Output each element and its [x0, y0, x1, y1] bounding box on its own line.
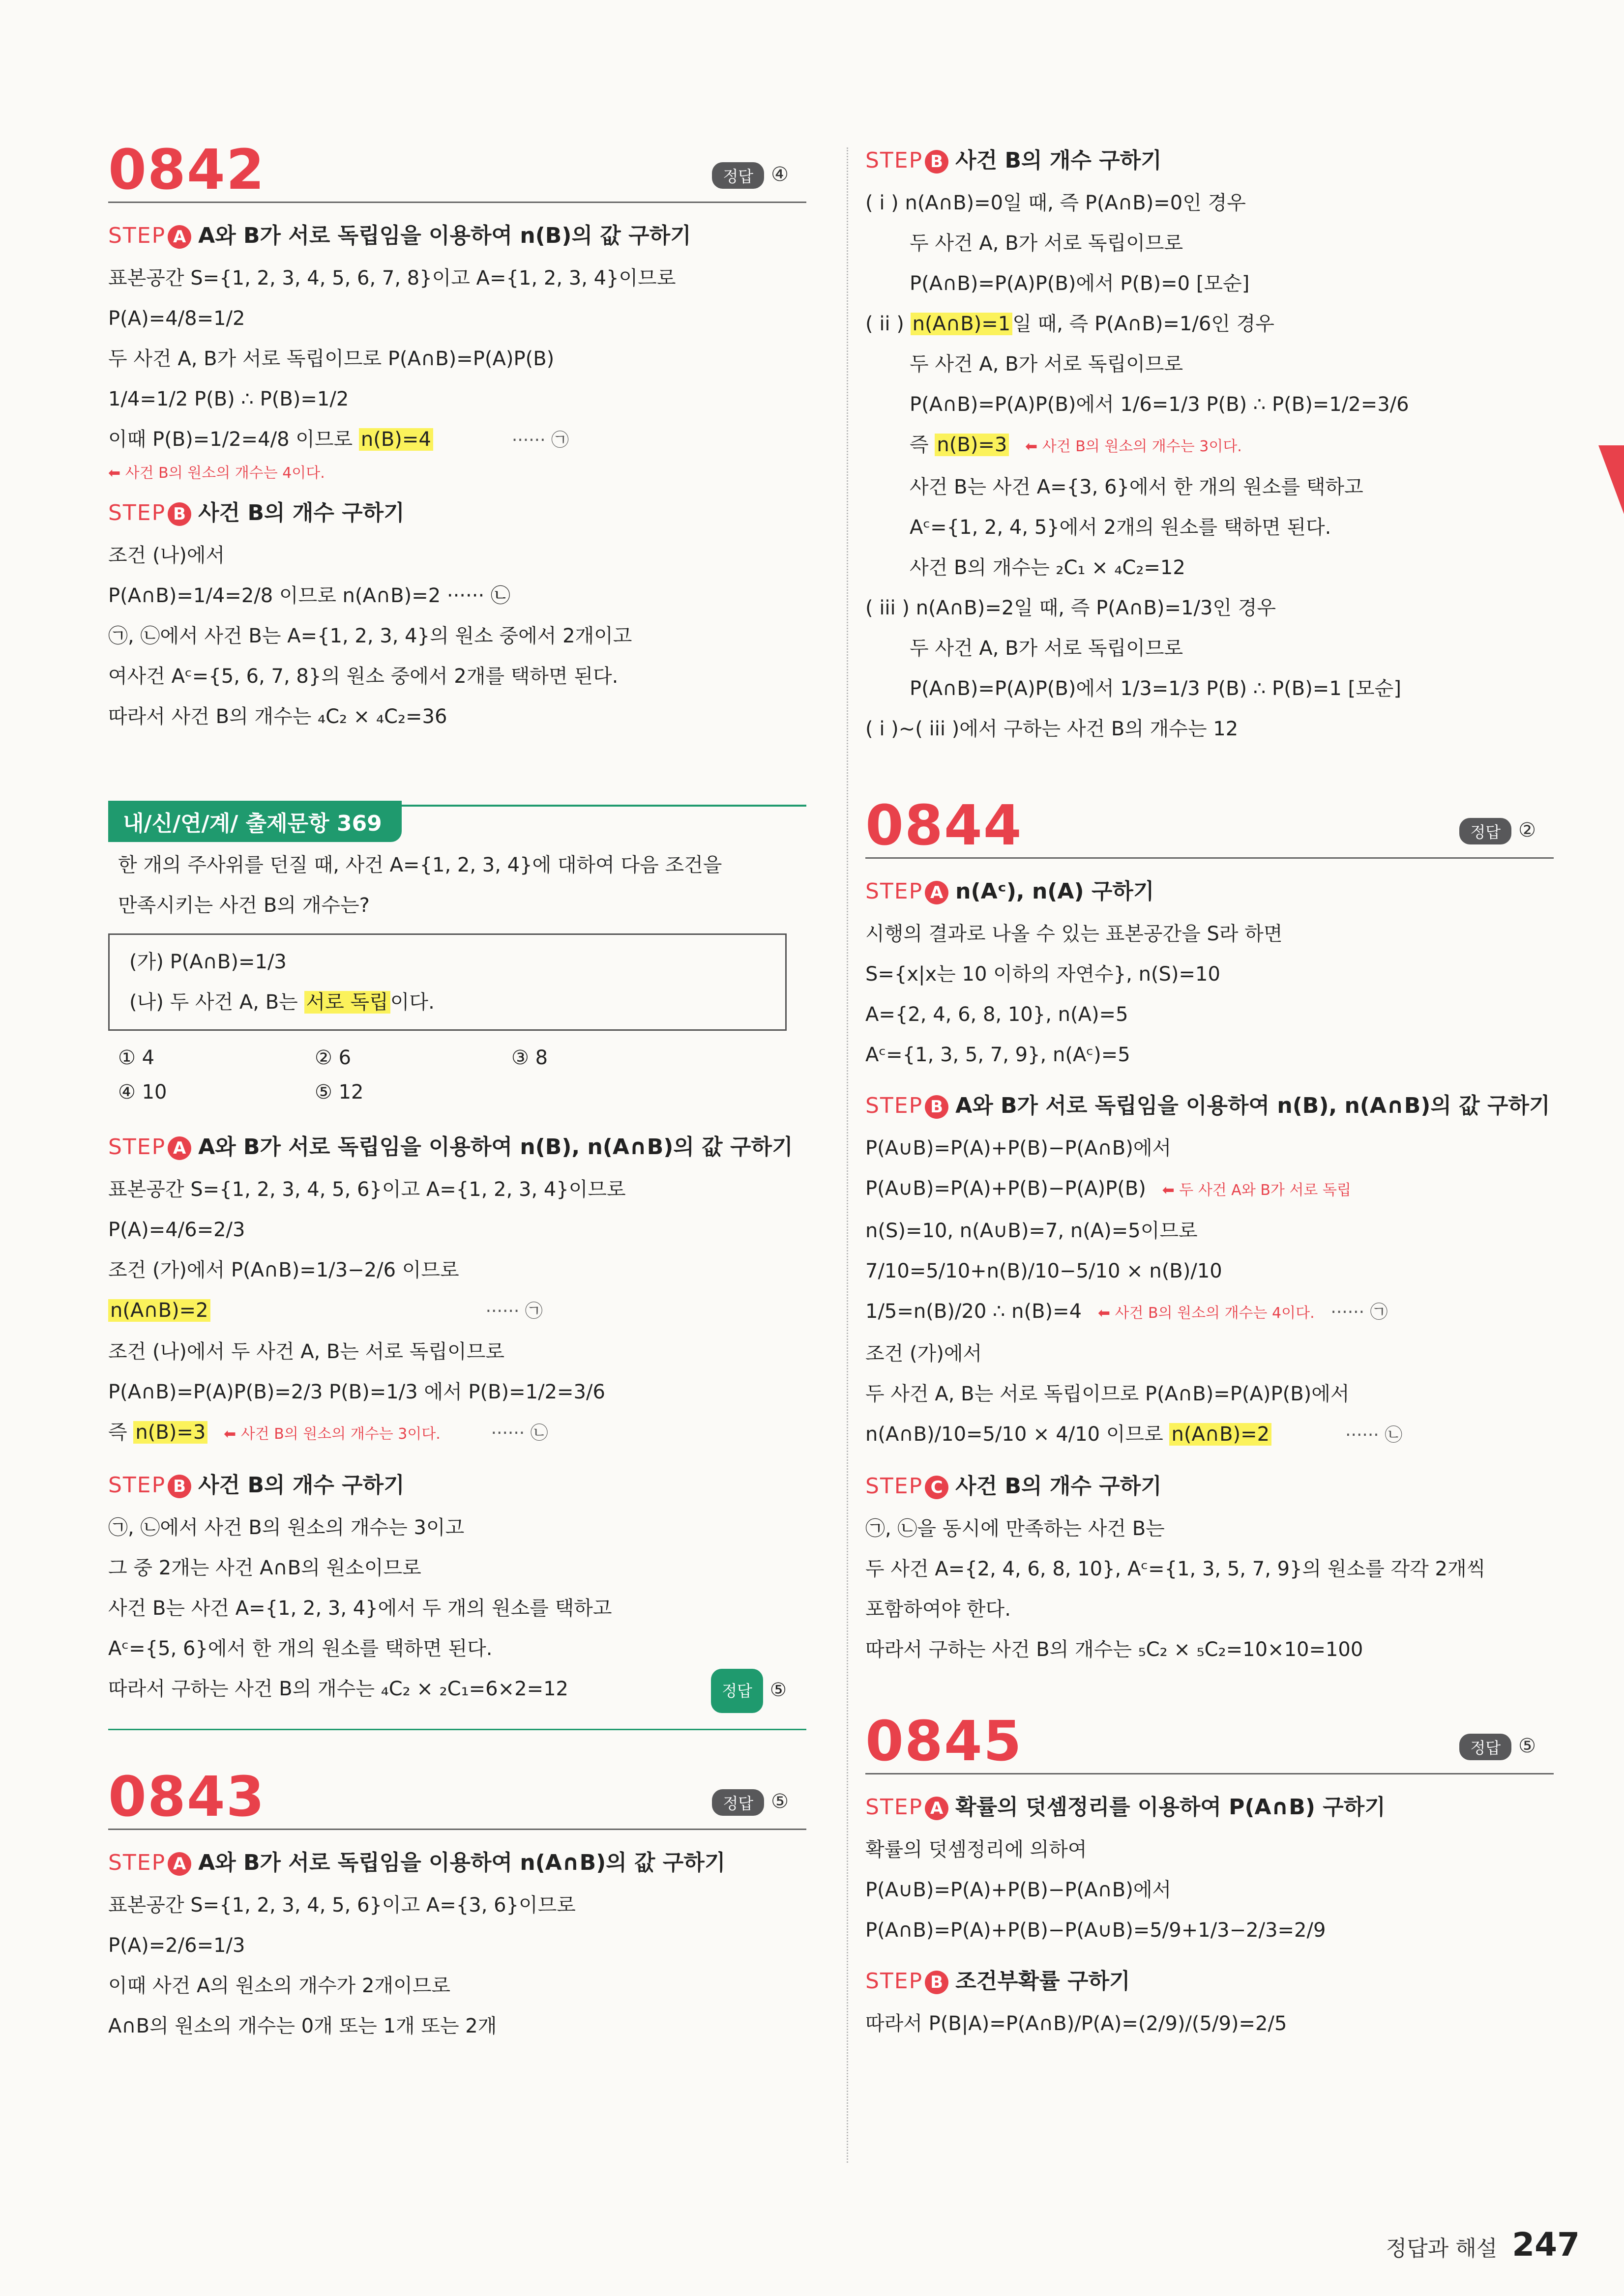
solution-line: P(A)=4/8=1/2 — [108, 307, 245, 330]
column-divider — [847, 147, 848, 2163]
step-b-heading — [865, 1963, 1554, 1995]
answer-value: ④ — [771, 163, 789, 186]
step-a-heading — [865, 1789, 1554, 1821]
step-letter: A — [168, 1852, 191, 1876]
solution-line: P(A∪B)=P(A)+P(B)−P(A∩B)에서 — [865, 1137, 1172, 1160]
answer-label — [712, 1789, 789, 1816]
highlight: n(B)=3 — [935, 434, 1009, 456]
solution-line: 포함하여야 한다. — [865, 1598, 1011, 1621]
case-line: ( i ) n(A∩B)=0일 때, 즉 P(A∩B)=0인 경우 — [865, 192, 1246, 214]
footer-label: 정답과 해설 — [1386, 2236, 1498, 2261]
solution-line: 따라서 구하는 사건 B의 개수는 ₅C₂ × ₅C₂=10×10=100 — [865, 1638, 1363, 1661]
case-line: 사건 B의 개수는 ₂C₁ × ₄C₂=12 — [910, 556, 1185, 579]
tag: ······ ㉠ — [485, 1301, 543, 1321]
problem-0844-header — [865, 784, 1554, 857]
solution-line: 표본공간 S={1, 2, 3, 4, 5, 6, 7, 8}이고 A={1, 2, 3, 4}이므로 — [108, 267, 676, 290]
problem-number: 0844 — [865, 794, 1023, 858]
step-a-heading — [108, 1845, 806, 1876]
solution-line: 7/10=5/10+n(B)/10−5/10 × n(B)/10 — [865, 1260, 1222, 1282]
text: P(A∪B)=P(A)+P(B)−P(A)P(B) — [865, 1177, 1146, 1200]
step-word: STEP — [865, 1969, 923, 1994]
page-edge-tab — [1598, 445, 1624, 514]
solution-line — [865, 1414, 1554, 1455]
tag: ······ ㉠ — [1330, 1302, 1388, 1322]
tag: ······ ㉡ — [491, 1423, 548, 1443]
highlight: n(B)=3 — [133, 1421, 207, 1444]
step-word: STEP — [108, 500, 166, 525]
question-line: 만족시키는 사건 B의 개수는? — [118, 894, 370, 917]
text: 이다. — [390, 991, 435, 1014]
case-line: P(A∩B)=P(A)P(B)에서 1/6=1/3 P(B) ∴ P(B)=1/2=3/6 — [910, 393, 1409, 416]
step-letter: A — [168, 225, 191, 249]
case-line: 두 사건 A, B가 서로 독립이므로 — [910, 353, 1183, 376]
solution-line: P(A∪B)=P(A)+P(B)−P(A∩B)에서 — [865, 1879, 1172, 1901]
answer-choices — [108, 1041, 806, 1109]
solution-line: P(A)=4/6=2/3 — [108, 1219, 245, 1241]
step-letter: B — [925, 150, 948, 174]
solution-line: ㉠, ㉡에서 사건 B의 원소의 개수는 3이고 — [108, 1516, 465, 1539]
section-label: 내/신/연/계/ 출제문항 369 — [108, 801, 402, 842]
problem-number: 0843 — [108, 1765, 266, 1829]
margin-note: ⬅ 사건 B의 원소의 개수는 4이다. — [1097, 1305, 1315, 1322]
left-column — [108, 128, 806, 2046]
choice-2: ② 6 — [315, 1046, 352, 1069]
step-title: n(Aᶜ), n(A) 구하기 — [955, 879, 1154, 904]
tag: ······ ㉡ — [1345, 1425, 1403, 1445]
step-title: 사건 B의 개수 구하기 — [198, 500, 405, 525]
case-line: 두 사건 A, B가 서로 독립이므로 — [910, 637, 1183, 660]
step-b-heading — [865, 143, 1554, 174]
step-word: STEP — [108, 1134, 166, 1160]
solution-line — [865, 1291, 1554, 1334]
condition-na — [129, 982, 766, 1022]
problem-0843-header — [108, 1755, 806, 1829]
solution-line: 따라서 사건 B의 개수는 ₄C₂ × ₄C₂=36 — [108, 705, 447, 728]
tag: ······ ㉠ — [511, 430, 569, 450]
answer-label — [711, 1669, 787, 1713]
solution-line: n(S)=10, n(A∪B)=7, n(A)=5이므로 — [865, 1220, 1198, 1242]
choice-5: ⑤ 12 — [315, 1081, 364, 1104]
step-title: 확률의 덧셈정리를 이용하여 P(A∩B) 구하기 — [955, 1795, 1386, 1820]
step-a-heading — [108, 1129, 806, 1161]
solution-line: 따라서 P(B|A)=P(A∩B)/P(A)=(2/9)/(5/9)=2/5 — [865, 2012, 1287, 2035]
answer-value: ⑤ — [769, 1679, 787, 1701]
text: 1/5=n(B)/20 ∴ n(B)=4 — [865, 1300, 1082, 1323]
solution-line: P(A)=2/6=1/3 — [108, 1934, 245, 1957]
step-a-heading — [865, 873, 1554, 905]
answer-value: ⑤ — [1518, 1735, 1536, 1757]
step-letter: B — [168, 1475, 191, 1498]
text: 따라서 구하는 사건 B의 개수는 ₄C₂ × ₂C₁=6×2=12 — [108, 1678, 568, 1700]
solution-line: 1/4=1/2 P(B) ∴ P(B)=1/2 — [108, 388, 349, 410]
solution-line: P(A∩B)=P(A)+P(B)−P(A∪B)=5/9+1/3−2/3=2/9 — [865, 1919, 1326, 1942]
choice-4: ④ 10 — [118, 1081, 167, 1104]
step-b-heading — [108, 495, 806, 526]
step-title: A와 B가 서로 독립임을 이용하여 n(B), n(A∩B)의 값 구하기 — [198, 1134, 793, 1160]
margin-note: ⬅ 사건 B의 원소의 개수는 3이다. — [224, 1425, 441, 1443]
step-title: 사건 B의 개수 구하기 — [955, 148, 1162, 173]
solution-line — [108, 1412, 806, 1454]
text: 즉 — [108, 1421, 134, 1444]
highlight: 서로 독립 — [304, 991, 390, 1014]
step-letter: A — [168, 1136, 191, 1160]
margin-note: ⬅ 사건 B의 원소의 개수는 3이다. — [1025, 438, 1242, 455]
case-line: 두 사건 A, B가 서로 독립이므로 — [910, 232, 1183, 255]
answer-label — [712, 162, 789, 189]
case-line: 사건 B는 사건 A={3, 6}에서 한 개의 원소를 택하고 — [910, 476, 1363, 498]
step-word: STEP — [108, 1473, 166, 1498]
solution-line: ㉠, ㉡에서 사건 B는 A={1, 2, 3, 4}의 원소 중에서 2개이고 — [108, 625, 632, 647]
step-title: A와 B가 서로 독립임을 이용하여 n(A∩B)의 값 구하기 — [198, 1850, 726, 1875]
step-word: STEP — [865, 1795, 923, 1820]
solution-line: 두 사건 A={2, 4, 6, 8, 10}, Aᶜ={1, 3, 5, 7, 9}의 원소를 각각 2개씩 — [865, 1558, 1486, 1580]
solution-line: A={2, 4, 6, 8, 10}, n(A)=5 — [865, 1003, 1128, 1026]
text: 일 때, 즉 P(A∩B)=1/6인 경우 — [1012, 313, 1274, 335]
step-letter: B — [925, 1095, 948, 1119]
solution-line: Aᶜ={5, 6}에서 한 개의 원소를 택하면 된다. — [108, 1637, 493, 1660]
condition-ga: (가) P(A∩B)=1/3 — [129, 951, 287, 973]
page-footer — [1386, 2226, 1580, 2264]
answer-value: ② — [1518, 819, 1536, 842]
choice-3: ③ 8 — [511, 1046, 548, 1069]
step-title: A와 B가 서로 독립임을 이용하여 n(B), n(A∩B)의 값 구하기 — [955, 1093, 1550, 1118]
solution-line: 두 사건 A, B가 서로 독립이므로 P(A∩B)=P(A)P(B) — [108, 348, 555, 370]
solution-line — [108, 419, 806, 461]
step-a-heading — [108, 218, 806, 249]
step-letter: B — [168, 502, 191, 526]
step-title: A와 B가 서로 독립임을 이용하여 n(B)의 값 구하기 — [198, 223, 691, 248]
solution-line: Aᶜ={1, 3, 5, 7, 9}, n(Aᶜ)=5 — [865, 1044, 1130, 1066]
step-b-heading — [865, 1088, 1554, 1119]
answer-badge: 정답 — [711, 1669, 763, 1713]
text: n(A∩B)/10=5/10 × 4/10 이므로 — [865, 1423, 1170, 1446]
step-word: STEP — [865, 1093, 923, 1118]
step-letter: A — [925, 1797, 948, 1820]
solution-line — [108, 1669, 806, 1709]
question-line: 한 개의 주사위를 던질 때, 사건 A={1, 2, 3, 4}에 대하여 다음 조건을 — [118, 854, 722, 876]
solution-line: P(A∩B)=1/4=2/8 이므로 n(A∩B)=2 ······ ㉡ — [108, 584, 510, 607]
solution-line: 조건 (가)에서 P(A∩B)=1/3−2/6 이므로 — [108, 1259, 459, 1281]
choice-1: ① 4 — [118, 1046, 155, 1069]
step-c-heading — [865, 1468, 1554, 1500]
solution-line: 표본공간 S={1, 2, 3, 4, 5, 6}이고 A={1, 2, 3, 4}이므로 — [108, 1178, 626, 1201]
problem-0842-header — [108, 128, 806, 202]
answer-label — [1459, 818, 1536, 844]
solution-line: A∩B의 원소의 개수는 0개 또는 1개 또는 2개 — [108, 2015, 497, 2037]
solution-line: 조건 (나)에서 — [108, 544, 225, 567]
answer-badge: 정답 — [1459, 1734, 1511, 1760]
answer-value: ⑤ — [771, 1790, 789, 1813]
step-letter: C — [925, 1476, 948, 1499]
margin-note: ⬅ 사건 B의 원소의 개수는 4이다. — [108, 465, 325, 482]
case-line: P(A∩B)=P(A)P(B)에서 1/3=1/3 P(B) ∴ P(B)=1 [모순] — [910, 677, 1401, 700]
step-b-heading — [108, 1467, 806, 1499]
page-number: 247 — [1512, 2226, 1580, 2264]
solution-line: S={x|x는 10 이하의 자연수}, n(S)=10 — [865, 963, 1220, 986]
highlight: n(A∩B)=1 — [911, 313, 1013, 335]
highlight: n(A∩B)=2 — [1169, 1423, 1271, 1446]
solution-line: P(A∩B)=P(A)P(B)=2/3 P(B)=1/3 에서 P(B)=1/2=3/6 — [108, 1381, 605, 1403]
text: ( ii ) — [865, 313, 911, 335]
step-word: STEP — [108, 1850, 166, 1875]
text: (나) 두 사건 A, B는 — [129, 991, 304, 1014]
step-letter: A — [925, 881, 948, 904]
step-word: STEP — [865, 879, 923, 904]
problem-0845-header — [865, 1699, 1554, 1773]
step-word: STEP — [108, 223, 166, 248]
case-line: P(A∩B)=P(A)P(B)에서 P(B)=0 [모순] — [910, 272, 1250, 295]
highlight: n(B)=4 — [359, 428, 433, 451]
solution-line: 조건 (나)에서 두 사건 A, B는 서로 독립이므로 — [108, 1340, 504, 1363]
answer-badge: 정답 — [1459, 818, 1511, 844]
solution-line — [865, 1168, 1554, 1211]
step-title: 조건부확률 구하기 — [955, 1969, 1130, 1994]
margin-note: ⬅ 두 사건 A와 B가 서로 독립 — [1162, 1182, 1351, 1199]
text: 즉 — [910, 434, 935, 456]
naesin-section-bar — [108, 801, 806, 845]
solution-line: 조건 (가)에서 — [865, 1342, 982, 1365]
solution-line: 이때 사건 A의 원소의 개수가 2개이므로 — [108, 1975, 450, 1997]
answer-badge: 정답 — [712, 162, 764, 189]
solution-line: 두 사건 A, B는 서로 독립이므로 P(A∩B)=P(A)P(B)에서 — [865, 1383, 1350, 1405]
highlight: n(A∩B)=2 — [108, 1299, 210, 1322]
solution-line: 시행의 결과로 나올 수 있는 표본공간을 S라 하면 — [865, 923, 1283, 945]
step-title: 사건 B의 개수 구하기 — [955, 1474, 1162, 1499]
solution-line: 여사건 Aᶜ={5, 6, 7, 8}의 원소 중에서 2개를 택하면 된다. — [108, 665, 619, 688]
solution-line — [108, 1290, 806, 1332]
conclusion-line: ( i )~( iii )에서 구하는 사건 B의 개수는 12 — [865, 718, 1239, 740]
problem-number: 0842 — [108, 138, 266, 202]
answer-badge: 정답 — [712, 1789, 764, 1816]
solution-line: ㉠, ㉡을 동시에 만족하는 사건 B는 — [865, 1517, 1165, 1540]
solution-line: 표본공간 S={1, 2, 3, 4, 5, 6}이고 A={3, 6}이므로 — [108, 1894, 576, 1917]
case-line: ( iii ) n(A∩B)=2일 때, 즉 P(A∩B)=1/3인 경우 — [865, 597, 1276, 619]
step-word: STEP — [865, 1474, 923, 1499]
right-column — [865, 143, 1554, 2044]
case-line — [865, 304, 1554, 344]
answer-label — [1459, 1734, 1536, 1760]
solution-line: 사건 B는 사건 A={1, 2, 3, 4}에서 두 개의 원소를 택하고 — [108, 1597, 612, 1620]
text: 이때 P(B)=1/2=4/8 이므로 — [108, 428, 359, 451]
case-line — [865, 425, 1554, 467]
step-letter: B — [925, 1971, 948, 1994]
problem-number: 0845 — [865, 1710, 1023, 1773]
step-title: 사건 B의 개수 구하기 — [198, 1473, 405, 1498]
step-word: STEP — [865, 148, 923, 173]
condition-box — [108, 933, 787, 1031]
solution-line: 확률의 덧셈정리에 의하여 — [865, 1838, 1087, 1861]
solution-line: 그 중 2개는 사건 A∩B의 원소이므로 — [108, 1557, 421, 1579]
case-line: Aᶜ={1, 2, 4, 5}에서 2개의 원소를 택하면 된다. — [910, 516, 1331, 539]
